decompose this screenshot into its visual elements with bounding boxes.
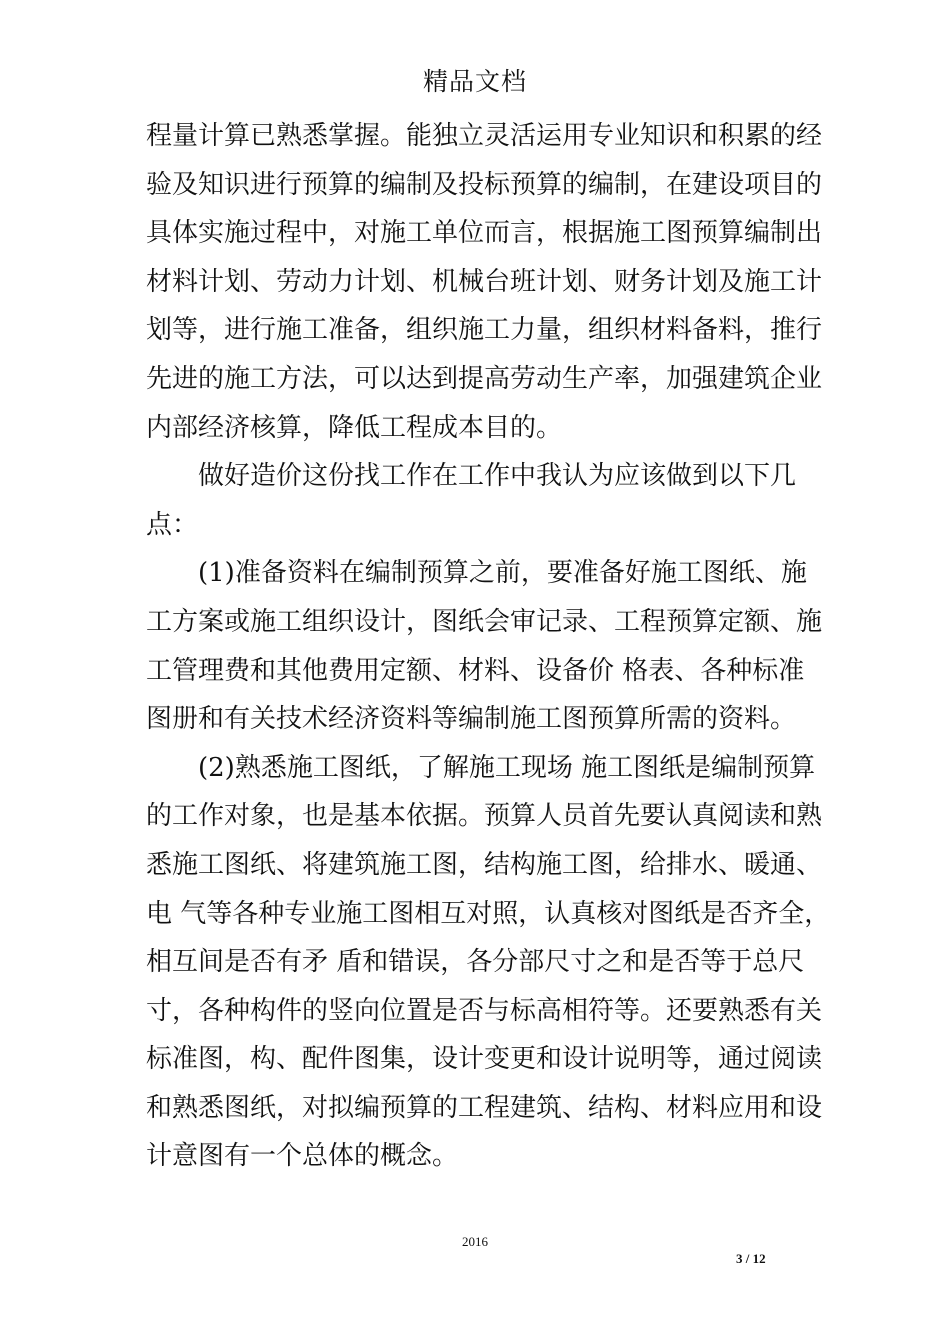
- text-line: 点：: [146, 509, 199, 540]
- text-line: 的工作对象，也是基本依据。预算人员首先要认真阅读和熟: [146, 801, 823, 832]
- text-line: 电 气等各种专业施工图相互对照，认真核对图纸是否齐全，: [146, 898, 831, 929]
- text-line: 寸，各种构件的竖向位置是否与标高相符等。还要熟悉有关: [146, 995, 823, 1026]
- text-line: 和熟悉图纸，对拟编预算的工程建筑、结构、材料应用和设: [146, 1092, 823, 1123]
- text-line: 内部经济核算，降低工程成本目的。: [146, 412, 563, 443]
- document-body: [146, 116, 831, 1185]
- paragraph-start-line: (2)熟悉施工图纸，了解施工现场 施工图纸是编制预算: [198, 752, 816, 783]
- text-line: 计意图有一个总体的概念。: [146, 1141, 459, 1172]
- text-line: 工方案或施工组织设计，图纸会审记录、工程预算定额、施: [146, 606, 823, 637]
- text-line: 材料计划、劳动力计划、机械台班计划、财务计划及施工计: [146, 266, 823, 297]
- paragraph-start-line: (1)准备资料在编制预算之前，要准备好施工图纸、施: [198, 558, 807, 589]
- text-line: 具体实施过程中，对施工单位而言，根据施工图预算编制出: [146, 218, 823, 249]
- text-line: 划等，进行施工准备，组织施工力量，组织材料备料，推行: [146, 315, 823, 346]
- page-header-title: 精品文档: [422, 67, 527, 96]
- text-line: 悉施工图纸、将建筑施工图，结构施工图，给排水、暖通、: [146, 849, 823, 880]
- footer-year: 2016: [462, 1234, 488, 1249]
- text-line: 工管理费和其他费用定额、材料、设备价 格表、各种标准: [146, 655, 805, 686]
- text-line: 程量计算已熟悉掌握。能独立灵活运用专业知识和积累的经: [146, 121, 823, 151]
- text-line: 先进的施工方法，可以达到提高劳动生产率，加强建筑企业: [146, 363, 823, 394]
- text-line: 标准图，构、配件图集，设计变更和设计说明等，通过阅读: [146, 1044, 823, 1075]
- page-number: 3 / 12: [736, 1251, 766, 1266]
- text-line: 相互间是否有矛 盾和错误，各分部尺寸之和是否等于总尺: [146, 947, 805, 978]
- text-line: 图册和有关技术经济资料等编制施工图预算所需的资料。: [146, 704, 797, 735]
- paragraph-start-line: 做好造价这份找工作在工作中我认为应该做到以下几: [198, 461, 797, 492]
- text-line: 验及知识进行预算的编制及投标预算的编制，在建设项目的: [146, 169, 823, 200]
